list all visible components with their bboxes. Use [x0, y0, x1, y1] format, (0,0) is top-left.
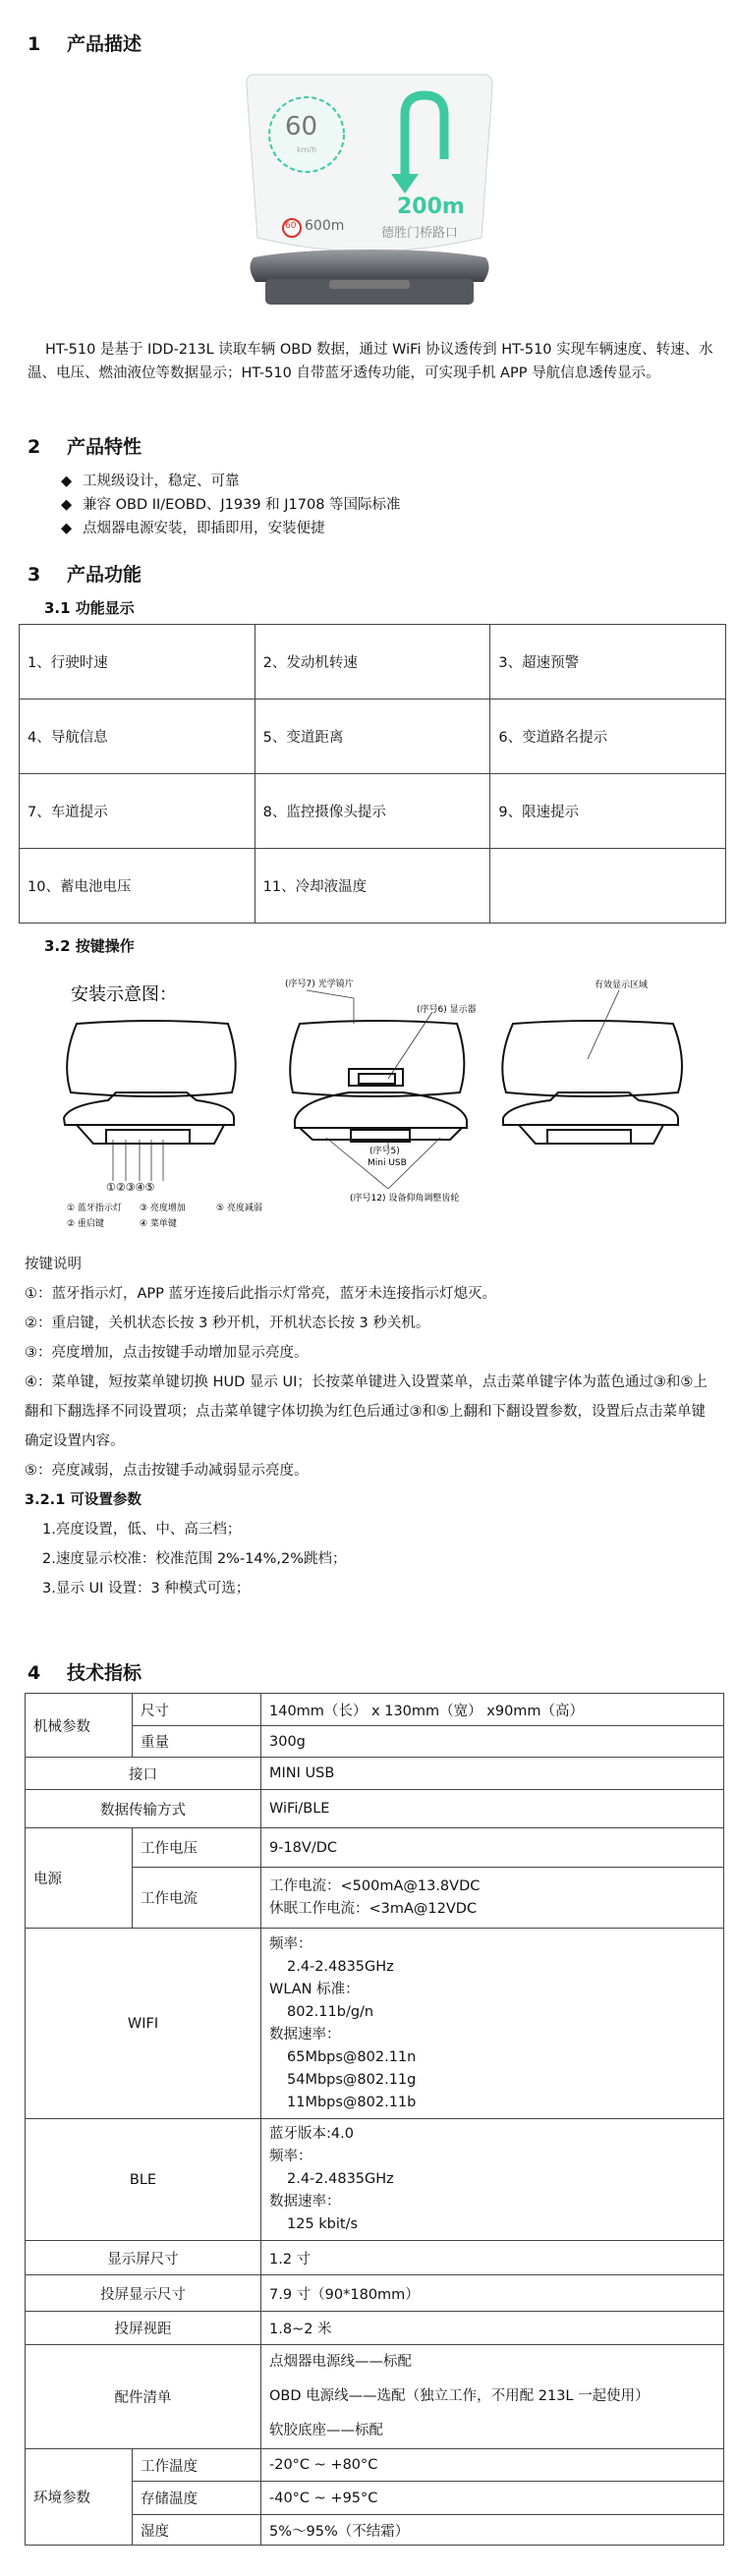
table-row — [26, 2241, 724, 2275]
row-value — [261, 2119, 724, 2241]
row-value: 9-18V/DC — [261, 1828, 724, 1868]
row-value: WiFi/BLE — [261, 1790, 724, 1828]
row-value: -20°C ~ +80°C — [261, 2449, 724, 2482]
label-usb-number: (序号5) — [369, 1147, 400, 1156]
key-description — [25, 1250, 717, 1603]
row-label: 尺寸 — [133, 1694, 261, 1726]
row-header: 电源 — [26, 1828, 133, 1929]
subsection-3-1-heading: 3.1 功能显示 — [44, 599, 135, 617]
diagram-title: 安装示意图： — [71, 984, 177, 1005]
row-label: 投屏视距 — [26, 2312, 261, 2345]
value-line: 频率： — [269, 2149, 312, 2164]
row-label: WIFI — [26, 1929, 261, 2119]
hud-speed: 60 — [285, 112, 318, 141]
label-display: (序号6) 显示器 — [417, 1005, 477, 1015]
hud-speed-unit: km/h — [297, 145, 317, 154]
row-value: MINI USB — [261, 1758, 724, 1790]
feature-item: ◆ 兼容 OBD II/EOBD、J1939 和 J1708 等国际标准 — [61, 497, 401, 513]
table-cell: 4、导航信息 — [20, 700, 255, 774]
key-item: ⑤：亮度减弱，点击按键手动减弱显示亮度。 — [25, 1463, 309, 1479]
param-item: 1.亮度设置，低、中、高三档； — [42, 1522, 242, 1538]
table-row — [26, 2449, 724, 2482]
value-line: 802.11b/g/n — [287, 2003, 374, 2020]
key-item: ①：蓝牙指示灯，APP 蓝牙连接后此指示灯常亮，蓝牙未连接指示灯熄灭。 — [25, 1286, 497, 1302]
diamond-icon: ◆ — [61, 474, 73, 489]
subsection-3-2-heading: 3.2 按键操作 — [44, 937, 135, 955]
value-line: 工作电流：<500mA@13.8VDC — [269, 1877, 481, 1894]
param-item: 2.速度显示校准：校准范围 2%-14%,2%跳档； — [42, 1551, 347, 1567]
description-paragraph: HT-510 是基于 IDD-213L 读取车辆 OBD 数据，通过 WiFi 协议透传到 HT-510 实现车辆速度、转速、水温、电压、燃油液位等数据显示；HT-510 自带蓝牙透传功能，可实现手机 APP 导航信息透传显示。 — [28, 342, 713, 381]
product-image — [246, 71, 493, 311]
table-row — [26, 2312, 724, 2345]
row-value: 1.2 寸 — [261, 2241, 724, 2275]
table-row — [26, 1758, 724, 1790]
row-label: 存储温度 — [133, 2482, 261, 2515]
table-cell: 10、蓄电池电压 — [20, 849, 255, 924]
row-label: 显示屏尺寸 — [26, 2241, 261, 2275]
row-value — [261, 2345, 724, 2449]
row-value: -40°C ~ +95°C — [261, 2482, 724, 2515]
table-row — [20, 700, 726, 774]
row-label: 重量 — [133, 1726, 261, 1758]
row-header: 环境参数 — [26, 2449, 133, 2546]
row-header: 机械参数 — [26, 1694, 133, 1758]
table-row — [20, 625, 726, 700]
value-line: 11Mbps@802.11b — [287, 2094, 417, 2110]
table-row — [26, 1694, 724, 1726]
row-value — [261, 1929, 724, 2119]
value-line: 数据速率： — [269, 2026, 341, 2043]
table-cell: 11、冷却液温度 — [255, 849, 490, 924]
section-2-heading: 2 产品特性 — [28, 436, 142, 458]
label-display-area: 有效显示区域 — [595, 980, 649, 990]
diamond-icon: ◆ — [61, 497, 73, 513]
table-cell: 2、发动机转速 — [255, 625, 490, 700]
table-cell: 1、行驶时速 — [20, 625, 255, 700]
button-numbers: ①②③④⑤ — [106, 1181, 155, 1194]
section-4-heading: 4 技术指标 — [28, 1662, 142, 1684]
feature-item: ◆ 点烟器电源安装，即插即用，安装便捷 — [61, 521, 325, 536]
key-description-title: 按键说明 — [25, 1257, 82, 1272]
feature-item: ◆ 工规级设计，稳定、可靠 — [61, 474, 240, 489]
row-label: 工作电流 — [133, 1868, 261, 1929]
table-cell: 8、监控摄像头提示 — [255, 774, 490, 849]
hud-road-name: 德胜门桥路口 — [381, 226, 459, 241]
row-label: 湿度 — [133, 2515, 261, 2546]
table-cell: 7、车道提示 — [20, 774, 255, 849]
row-value: 1.8~2 米 — [261, 2312, 724, 2345]
key-item: ④：菜单键，短按菜单键切换 HUD 显示 UI；长按菜单键进入设置菜单，点击菜单键字体为蓝色通过③和⑤上翻和下翻选择不同设置项；点击菜单键字体切换为红色后通过③和⑤上翻和下翻设置参数，设置后点击菜单键确定设置内容。 — [25, 1374, 708, 1449]
value-line: OBD 电源线——选配（独立工作，不用配 213L 一起使用） — [269, 2388, 650, 2404]
param-item: 3.显示 UI 设置：3 种模式可选； — [42, 1581, 251, 1596]
value-line: 数据速率： — [269, 2194, 341, 2210]
legend-item: ② 重启键 — [67, 1219, 104, 1229]
row-label: BLE — [26, 2119, 261, 2241]
row-label: 配件清单 — [26, 2345, 261, 2449]
table-cell: 6、变道路名提示 — [490, 700, 726, 774]
label-gear: (序号12) 设备仰角调整齿轮 — [350, 1194, 460, 1204]
row-label: 数据传输方式 — [26, 1790, 261, 1828]
hud-nav-distance: 200m — [397, 195, 465, 219]
row-label: 工作温度 — [133, 2449, 261, 2482]
function-table — [19, 624, 726, 924]
table-cell: 9、限速提示 — [490, 774, 726, 849]
row-value: 7.9 寸（90*180mm） — [261, 2275, 724, 2312]
row-label: 工作电压 — [133, 1828, 261, 1868]
row-label: 投屏显示尺寸 — [26, 2275, 261, 2312]
table-row — [26, 2275, 724, 2312]
value-line: 2.4-2.4835GHz — [287, 2171, 394, 2187]
table-row — [26, 2119, 724, 2241]
section-1-heading: 1 产品描述 — [28, 33, 142, 55]
value-line: 频率： — [269, 1935, 312, 1952]
legend-item: ③ 亮度增加 — [140, 1204, 186, 1213]
row-value — [261, 1868, 724, 1929]
key-item: ③：亮度增加，点击按键手动增加显示亮度。 — [25, 1345, 309, 1361]
table-row — [20, 774, 726, 849]
value-line: 点烟器电源线——标配 — [269, 2354, 412, 2370]
table-row — [26, 1929, 724, 2119]
table-row — [20, 849, 726, 924]
section-3-heading: 3 产品功能 — [28, 564, 142, 586]
value-line: 125 kbit/s — [287, 2216, 359, 2232]
label-mini-usb: Mini USB — [368, 1158, 407, 1168]
spec-table — [25, 1693, 724, 2546]
table-row — [26, 2345, 724, 2449]
value-line: WLAN 标准： — [269, 1981, 360, 1997]
installation-diagram — [0, 963, 737, 1233]
params-heading: 3.2.1 可设置参数 — [25, 1492, 142, 1508]
diamond-icon: ◆ — [61, 521, 73, 536]
table-cell: 5、变道距离 — [255, 700, 490, 774]
value-line: 2.4-2.4835GHz — [287, 1958, 394, 1975]
legend-item: ⑤ 亮度减弱 — [216, 1204, 262, 1213]
key-item: ②：重启键，关机状态长按 3 秒开机，开机状态长按 3 秒关机。 — [25, 1316, 430, 1331]
value-line: 休眠工作电流：<3mA@12VDC — [269, 1900, 478, 1917]
label-lens: (序号7) 光学镜片 — [285, 980, 354, 989]
value-line: 54Mbps@802.11g — [287, 2071, 417, 2088]
legend-item: ④ 菜单键 — [140, 1219, 177, 1229]
table-row — [26, 1828, 724, 1868]
table-cell: 3、超速预警 — [490, 625, 726, 700]
legend-item: ① 蓝牙指示灯 — [67, 1204, 122, 1213]
value-line: 软胶底座——标配 — [269, 2423, 383, 2438]
hud-limit: 60 — [285, 221, 297, 231]
row-value: 140mm（长） x 130mm（宽） x90mm（高） — [261, 1694, 724, 1726]
row-label: 接口 — [26, 1758, 261, 1790]
table-row — [26, 1790, 724, 1828]
value-line: 65Mbps@802.11n — [287, 2048, 417, 2065]
value-line: 蓝牙版本:4.0 — [269, 2126, 354, 2142]
hud-limit-distance: 600m — [305, 218, 345, 234]
table-cell — [490, 849, 726, 924]
row-value: 5%～95%（不结霜） — [261, 2515, 724, 2546]
device-left-screen — [67, 1021, 236, 1096]
row-value: 300g — [261, 1726, 724, 1758]
